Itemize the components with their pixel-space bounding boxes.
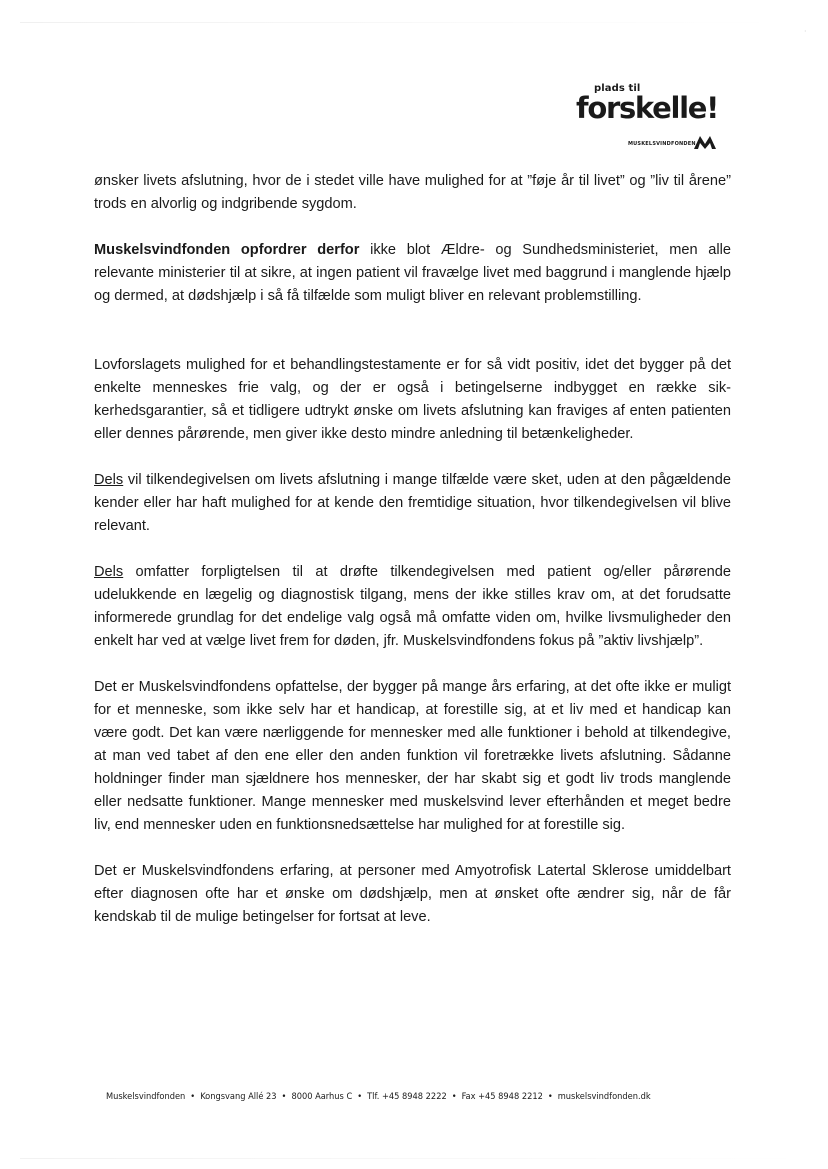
logo-wordmark: forskelle! xyxy=(576,91,719,125)
paragraph-3: Lovforslagets mulighed for et behandlingstestamente er for så vidt positiv, idet det bygger på det enkelte menneskes frie valg, og der er også i betingelserne indbygget en række sikkerhedsgarantier, så et tidligere udtrykt ønske om livets afslutning kan fraviges af enten patienten eller dennes pårørende, men giver ikke desto mindre anledning til betænkeligheder. xyxy=(94,357,731,442)
paragraph-7: Det er Muskelsvindfondens erfaring, at personer med Amyotrofisk Latertal Sklerose umiddelbart efter diagnosen ofte har et ønske om dødshjælp, men at ønsket ofte ændrer sig, når de får kendskab til de mulige betingelser for fortsat at leve. xyxy=(94,863,731,925)
letter-body xyxy=(94,170,731,952)
logo-m-mark-icon xyxy=(693,134,717,150)
scan-artifact-top xyxy=(20,22,790,23)
footer-fax: Fax +45 8948 2212 xyxy=(461,1091,543,1102)
footer-address: Kongsvang Allé 23 xyxy=(200,1091,277,1102)
letterhead-footer xyxy=(106,1091,726,1102)
paragraph-4-text: vil tilkendegivelsen om livets afslutning i mange tilfælde være sket, uden at den pågældende kender eller har haft mulighed for at kende den fremtidige situation, hvor tilkendegivelsen vil blive relevant. xyxy=(94,472,731,534)
logo-org-name: MUSKELSVINDFONDEN xyxy=(628,141,696,147)
paragraph-2-text: ikke blot Ældre- og Sundhedsministeriet, men alle relevante ministerier til at sikre, at ingen patient vil fravælge livet med baggrund i manglende hjælp og dermed, at dødshjælp i så få tilfælde som muligt bliver en relevant problemstilling. xyxy=(94,242,731,304)
paragraph-2-bold-lead: Muskelsvindfonden opfordrer derfor xyxy=(94,242,360,258)
paragraph-2 xyxy=(94,239,731,308)
footer-separator: • xyxy=(357,1091,363,1102)
footer-city: 8000 Aarhus C xyxy=(291,1091,353,1102)
footer-separator: • xyxy=(281,1091,287,1102)
paragraph-5 xyxy=(94,561,731,653)
footer-separator: • xyxy=(451,1091,457,1102)
footer-separator: • xyxy=(190,1091,196,1102)
paragraph-5-text: omfatter forpligtelsen til at drøfte tilkendegivelsen med patient og/eller pårørende udelukkende en lægelig og diagnostisk tilgang, mens der ikke stilles krav om, at det forudsatte informerede grundlag for det endelige valg også må omfatte viden om, hvilke livsmuligheder den enkelt har ved at vælge livet frem for døden, jfr. Muskelsvindfondens fokus på ”aktiv livshjælp”. xyxy=(94,564,731,649)
logo-tagline: plads til xyxy=(594,83,641,94)
footer-org: Muskelsvindfonden xyxy=(106,1091,186,1102)
footer-phone: Tlf. +45 8948 2222 xyxy=(367,1091,447,1102)
scan-corner-mark: · xyxy=(804,27,807,36)
paragraph-4 xyxy=(94,469,731,538)
paragraph-4-underlined-lead: Dels xyxy=(94,472,124,488)
muskelsvindfonden-logo xyxy=(574,82,724,154)
scan-artifact-bottom xyxy=(20,1158,810,1159)
footer-separator: • xyxy=(547,1091,553,1102)
paragraph-5-underlined-lead: Dels xyxy=(94,564,124,580)
paragraph-1: ønsker livets afslutning, hvor de i stedet ville have mulighed for at ”føje år til livet” og ”liv til årene” trods en alvorlig og indgribende sygdom. xyxy=(94,173,731,212)
paragraph-6: Det er Muskelsvindfondens opfattelse, der bygger på mange års erfaring, at det ofte ikke er muligt for et menneske, som ikke selv har et handicap, at forestille sig, at et liv med et handicap kan være godt. Det kan være nærliggende for mennesker med alle funktioner i behold at tilkendegive, at man ved tabet af den ene eller den anden funktion vil foretrække livets afslutning. Sådanne holdninger finder man sjældnere hos mennesker, der har skabt sig et godt liv trods manglende eller nedsatte funktioner. Mange mennesker med muskelsvind lever efterhånden et meget bedre liv, end mennesker uden en funktionsnedsættelse har mulighed for at forestille sig. xyxy=(94,679,731,833)
footer-website: muskelsvindfonden.dk xyxy=(557,1091,651,1102)
